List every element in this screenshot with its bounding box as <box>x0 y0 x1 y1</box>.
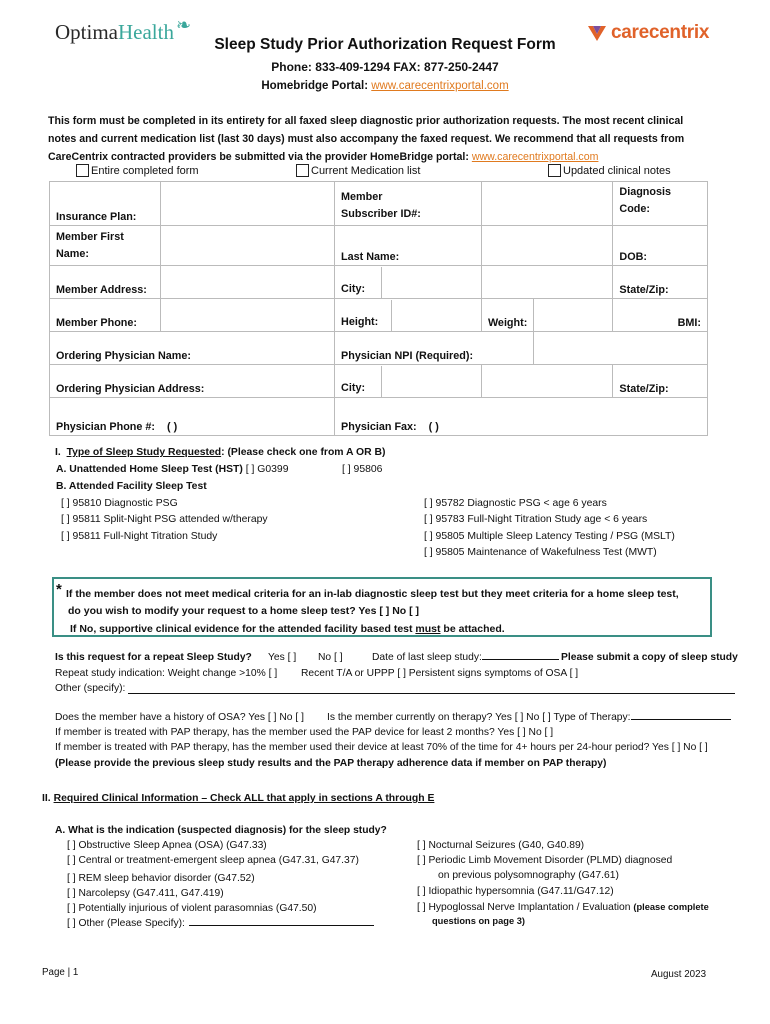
last-name-field[interactable] <box>481 226 612 266</box>
last-study-date <box>372 652 559 663</box>
option-hypoglossal[interactable] <box>417 902 709 913</box>
dob-label: DOB: <box>613 226 708 266</box>
weight-label: Weight: <box>481 299 533 332</box>
height-field[interactable] <box>391 300 481 331</box>
indication-question: A. What is the indication (suspected diagnosis) for the sleep study? <box>55 825 387 836</box>
asterisk: * <box>56 581 62 598</box>
95806-option[interactable]: [ ] 95806 <box>342 464 383 475</box>
repeat-study-question: Is this request for a repeat Sleep Study? <box>55 652 252 663</box>
physician-city-field-2[interactable] <box>481 365 612 398</box>
last-study-date-field[interactable] <box>482 659 559 660</box>
checklist-medication-list[interactable] <box>296 164 420 177</box>
option-osa[interactable]: [ ] Obstructive Sleep Apnea (OSA) (G47.33) <box>67 840 267 851</box>
section-1-title-rest: : (Please check one from A OR B) <box>221 447 386 458</box>
notice-line-1: If the member does not meet medical criteria for an in-lab diagnostic sleep test but they meet criteria for a home sleep test, <box>66 588 679 600</box>
option-other-label: [ ] Other (Please Specify): <box>67 918 185 929</box>
checkbox[interactable] <box>76 164 89 177</box>
weight-field[interactable] <box>534 299 613 332</box>
option-other[interactable] <box>67 918 374 929</box>
portal-link[interactable]: www.carecentrixportal.com <box>371 80 509 92</box>
section-1-number: I. <box>55 447 61 458</box>
repeat-indication-more[interactable]: Recent T/A or UPPP [ ] Persistent signs symptoms of OSA [ ] <box>301 668 579 679</box>
member-phone-label: Member Phone: <box>50 299 161 332</box>
osa-history[interactable]: Does the member have a history of OSA? Yes [ ] No [ ] <box>55 712 304 723</box>
option-95810[interactable]: [ ] 95810 Diagnostic PSG <box>61 498 178 509</box>
member-address-label: Member Address: <box>50 266 161 299</box>
form-title: Sleep Study Prior Authorization Request Form <box>214 36 556 53</box>
homebridge-portal <box>0 80 770 92</box>
option-95783[interactable]: [ ] 95783 Full-Night Titration Study age < 6 years <box>424 514 648 525</box>
state-zip-label: State/Zip: <box>613 266 708 299</box>
last-name-label: Last Name: <box>335 226 482 266</box>
notice-must: must <box>415 623 441 635</box>
city-label <box>335 266 482 299</box>
physician-city-field[interactable] <box>381 366 481 397</box>
option-plmd-cont: on previous polysomnography (G47.61) <box>438 870 619 881</box>
intro-paragraph <box>48 112 738 166</box>
height-label <box>335 299 482 332</box>
city-label-text: City: <box>341 283 366 295</box>
option-idiopathic-hypersomnia[interactable]: [ ] Idiopathic hypersomnia (G47.11/G47.12) <box>417 886 614 897</box>
first-name-line1: Member First <box>56 231 124 243</box>
option-narcolepsy[interactable]: [ ] Narcolepsy (G47.411, G47.419) <box>67 888 224 899</box>
attended-facility-label: B. Attended Facility Sleep Test <box>56 481 207 492</box>
ordering-physician-name-label: Ordering Physician Name: <box>50 332 335 365</box>
section-1-title: Type of Sleep Study Requested <box>66 447 222 458</box>
ordering-physician-address-label: Ordering Physician Address: <box>50 365 335 398</box>
intro-portal-link[interactable]: www.carecentrixportal.com <box>471 151 599 163</box>
health-logo-text: Health <box>118 20 174 44</box>
member-info-table <box>49 181 708 436</box>
checklist-clinical-notes[interactable] <box>548 164 671 177</box>
provide-previous-results: (Please provide the previous sleep study results and the PAP therapy adherence data if member on PAP therapy) <box>55 758 607 769</box>
option-95782[interactable]: [ ] 95782 Diagnostic PSG < age 6 years <box>424 498 607 509</box>
first-name-field[interactable] <box>161 226 335 266</box>
section-1-heading <box>55 447 385 458</box>
section-2-number: II. <box>42 793 51 804</box>
intro-line-1: This form must be completed in its entirety for all faxed sleep diagnostic prior authorization requests. The most recent clinical <box>48 115 684 127</box>
physician-fax-field[interactable]: ( ) <box>428 421 439 433</box>
carecentrix-logo-text: carecentrix <box>611 22 710 43</box>
subscriber-id-field[interactable] <box>481 182 612 226</box>
therapy-type-field[interactable] <box>631 719 731 720</box>
submit-copy-note: Please submit a copy of sleep study <box>561 652 738 663</box>
please-complete-note: (please complete <box>633 902 709 912</box>
city-field[interactable] <box>381 267 481 298</box>
page-3-note: questions on page 3) <box>432 916 525 926</box>
option-parasomnias[interactable]: [ ] Potentially injurious of violent parasomnias (G47.50) <box>67 903 317 914</box>
notice-line-3-end: be attached. <box>440 623 505 635</box>
physician-npi-field[interactable] <box>534 332 708 365</box>
diagnosis-label-line1: Diagnosis <box>619 186 671 198</box>
current-therapy[interactable] <box>327 712 731 723</box>
portal-label: Homebridge Portal: <box>261 80 372 92</box>
physician-phone-text: Physician Phone #: <box>56 421 156 433</box>
footer-date: August 2023 <box>651 969 707 980</box>
other-specify-label: Other (specify): <box>55 683 126 694</box>
last-study-date-label: Date of last sleep study: <box>372 652 482 663</box>
member-phone-field[interactable] <box>161 299 335 332</box>
checkbox[interactable] <box>548 164 561 177</box>
repeat-no[interactable]: No [ ] <box>318 652 343 663</box>
notice-line-3-text: If No, supportive clinical evidence for the attended facility based test <box>70 623 416 635</box>
page-number: Page | 1 <box>42 967 79 978</box>
optima-mark-icon: ❧ <box>175 15 192 35</box>
pap-2-months[interactable]: If member is treated with PAP therapy, has the member used the PAP device for least 2 months? Yes [ ] No [ ] <box>55 727 554 738</box>
physician-npi-label: Physician NPI (Required): <box>335 332 534 365</box>
height-label-text: Height: <box>341 316 379 328</box>
physician-city-text: City: <box>341 382 366 394</box>
intro-line-2: notes and current medication list (last 30 days) must also accompany the faxed request. We recommend that all requests from <box>48 133 685 145</box>
other-specify <box>55 683 735 694</box>
section-2-title: Required Clinical Information – Check ALL that apply in sections A through E <box>53 793 435 804</box>
option-95805-mwt[interactable]: [ ] 95805 Maintenance of Wakefulness Test (MWT) <box>424 547 657 558</box>
checklist-label: Entire completed form <box>91 164 199 177</box>
checklist-entire-form[interactable] <box>76 164 199 177</box>
intro-line-3-text: CareCentrix contracted providers be submitted via the provider HomeBridge portal: <box>48 151 472 163</box>
insurance-plan-label: Insurance Plan: <box>50 182 161 226</box>
option-plmd[interactable]: [ ] Periodic Limb Movement Disorder (PLMD) diagnosed <box>417 855 673 866</box>
hst-label: A. Unattended Home Sleep Test (HST) <box>56 464 243 475</box>
notice-line-2[interactable]: do you wish to modify your request to a home sleep test? Yes [ ] No [ ] <box>68 605 420 617</box>
subscriber-label-line2: Subscriber ID#: <box>341 208 421 220</box>
option-95811-split[interactable]: [ ] 95811 Split-Night PSG attended w/therapy <box>61 514 268 525</box>
checklist-label: Updated clinical notes <box>563 164 671 177</box>
g0399-option[interactable]: [ ] G0399 <box>242 464 289 475</box>
option-rem-disorder[interactable]: [ ] REM sleep behavior disorder (G47.52) <box>67 873 255 884</box>
optima-logo-text: Optima <box>55 20 118 44</box>
physician-phone-label <box>50 398 335 436</box>
current-therapy-text: Is the member currently on therapy? Yes [ ] No [ ] Type of Therapy: <box>327 712 631 723</box>
option-95805-mslt[interactable]: [ ] 95805 Multiple Sleep Latency Testing / PSG (MSLT) <box>424 531 675 542</box>
option-95811-full[interactable]: [ ] 95811 Full-Night Titration Study <box>61 531 218 542</box>
insurance-plan-field[interactable] <box>161 182 335 226</box>
checkbox[interactable] <box>296 164 309 177</box>
member-address-field[interactable] <box>161 266 335 299</box>
repeat-yes[interactable]: Yes [ ] <box>268 652 297 663</box>
city-field-2[interactable] <box>481 266 612 299</box>
notice-line-3 <box>70 623 505 635</box>
section-1-a <box>56 464 289 475</box>
subscriber-id-label <box>335 182 482 226</box>
option-other-field[interactable] <box>189 925 374 926</box>
checklist-label: Current Medication list <box>311 164 421 177</box>
diagnosis-label-line2: Code: <box>619 203 650 215</box>
contact-phone-fax: Phone: 833-409-1294 FAX: 877-250-2447 <box>271 60 499 74</box>
other-specify-field[interactable] <box>128 683 735 694</box>
physician-fax-label <box>335 398 708 436</box>
first-name-line2: Name: <box>56 248 90 260</box>
section-2-heading <box>42 793 434 804</box>
subscriber-label-line1: Member <box>341 191 383 203</box>
physician-phone-field[interactable]: ( ) <box>167 421 178 433</box>
physician-state-zip-label: State/Zip: <box>613 365 708 398</box>
diagnosis-code-label <box>613 182 708 226</box>
pap-70-percent[interactable]: If member is treated with PAP therapy, has the member used their device at least 70% of the time for 4+ hours per 24-hour period? Yes [ ] No [ ] <box>55 742 708 753</box>
physician-fax-text: Physician Fax: <box>341 421 417 433</box>
hst-modify-notice <box>52 577 712 637</box>
option-central-apnea[interactable]: [ ] Central or treatment-emergent sleep apnea (G47.31, G47.37) <box>67 855 359 866</box>
bmi-label: BMI: <box>613 299 708 332</box>
physician-city-label <box>335 365 482 398</box>
option-nocturnal-seizures[interactable]: [ ] Nocturnal Seizures (G40, G40.89) <box>417 840 585 851</box>
option-hypoglossal-label: [ ] Hypoglossal Nerve Implantation / Evaluation <box>417 902 634 913</box>
first-name-label <box>50 226 161 266</box>
repeat-indication[interactable]: Repeat study indication: Weight change >10% [ ] <box>55 668 278 679</box>
